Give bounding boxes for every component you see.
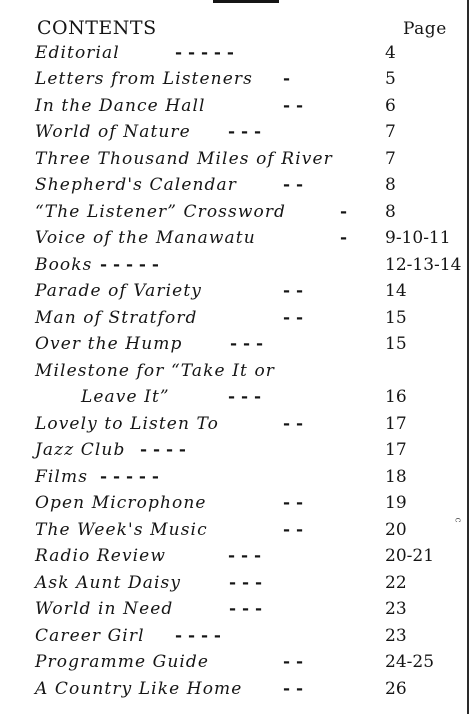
entry-title: Career Girl [35, 626, 145, 646]
dash-leaders: - - - [228, 546, 262, 566]
entry-page-number: 15 [385, 308, 407, 328]
dash-leaders: - - [283, 281, 304, 301]
entry-page-number: 5 [385, 69, 396, 89]
dash-leaders: - - [283, 414, 304, 434]
entry-title: The Week's Music [35, 520, 208, 540]
entry-page-number: 12-13-14 [385, 255, 462, 275]
entry-title: Milestone for “Take It or [35, 361, 276, 381]
entry-page-number: 8 [385, 202, 396, 222]
entry-page-number: 20-21 [385, 546, 435, 566]
dash-leaders: - - [283, 652, 304, 672]
contents-heading: CONTENTS [37, 17, 157, 39]
entry-page-number: 18 [385, 467, 407, 487]
dash-leaders: - - - - - [100, 255, 159, 275]
entry-title: Programme Guide [35, 652, 210, 672]
dash-leaders: - - [283, 520, 304, 540]
entry-title: A Country Like Home [35, 679, 243, 699]
entry-title: Over the Hump [35, 334, 183, 354]
dash-leaders: - - [283, 679, 304, 699]
entry-title: Three Thousand Miles of River [35, 149, 333, 169]
entry-page-number: 7 [385, 122, 396, 142]
entry-title: Lovely to Listen To [35, 414, 219, 434]
entry-title: In the Dance Hall [35, 96, 206, 116]
dash-leaders: - - - - - [175, 43, 234, 63]
dash-leaders: - - [283, 308, 304, 328]
dash-leaders: - - [283, 96, 304, 116]
entry-title: Shepherd's Calendar [35, 175, 237, 195]
dash-leaders: - [283, 69, 291, 89]
entry-page-number: 26 [385, 679, 407, 699]
dash-leaders: - - - [229, 599, 263, 619]
entry-title: Letters from Listeners [35, 69, 253, 89]
entry-title: Radio Review [35, 546, 166, 566]
entry-title: World in Need [35, 599, 174, 619]
dash-leaders: - [340, 202, 348, 222]
entry-page-number: 9-10-11 [385, 228, 451, 248]
entry-page-number: 17 [385, 414, 407, 434]
dash-leaders: - - - - [140, 440, 186, 460]
entry-title: Ask Aunt Daisy [35, 573, 182, 593]
entry-page-number: 22 [385, 573, 407, 593]
entry-page-number: 23 [385, 626, 407, 646]
dash-leaders: - - - [228, 387, 262, 407]
margin-mark: c [452, 517, 463, 523]
dash-leaders: - - [283, 175, 304, 195]
entry-title: World of Nature [35, 122, 191, 142]
entry-title-continuation: Leave It” [81, 387, 170, 407]
entry-page-number: 7 [385, 149, 396, 169]
dash-leaders: - - - - [175, 626, 221, 646]
page-column-heading: Page [403, 19, 447, 39]
entry-page-number: 6 [385, 96, 396, 116]
entry-page-number: 15 [385, 334, 407, 354]
entry-title: Voice of the Manawatu [35, 228, 256, 248]
dash-leaders: - [340, 228, 348, 248]
entry-title: Parade of Variety [35, 281, 202, 301]
dash-leaders: - - - [229, 573, 263, 593]
entry-title: Man of Stratford [35, 308, 198, 328]
entry-title: “The Listener” Crossword [35, 202, 287, 222]
dash-leaders: - - [283, 493, 304, 513]
entry-page-number: 8 [385, 175, 396, 195]
dash-leaders: - - - - - [100, 467, 159, 487]
entry-page-number: 20 [385, 520, 407, 540]
entry-title: Books [35, 255, 93, 275]
entry-page-number: 16 [385, 387, 407, 407]
entry-page-number: 19 [385, 493, 407, 513]
entry-title: Jazz Club [35, 440, 126, 460]
entry-title: Open Microphone [35, 493, 207, 513]
entry-page-number: 4 [385, 43, 396, 63]
dash-leaders: - - - [230, 334, 264, 354]
entry-page-number: 14 [385, 281, 407, 301]
entry-page-number: 17 [385, 440, 407, 460]
entry-page-number: 23 [385, 599, 407, 619]
dash-leaders: - - - [228, 122, 262, 142]
entry-title: Films [35, 467, 89, 487]
entry-title: Editorial [35, 43, 120, 63]
entry-page-number: 24-25 [385, 652, 435, 672]
